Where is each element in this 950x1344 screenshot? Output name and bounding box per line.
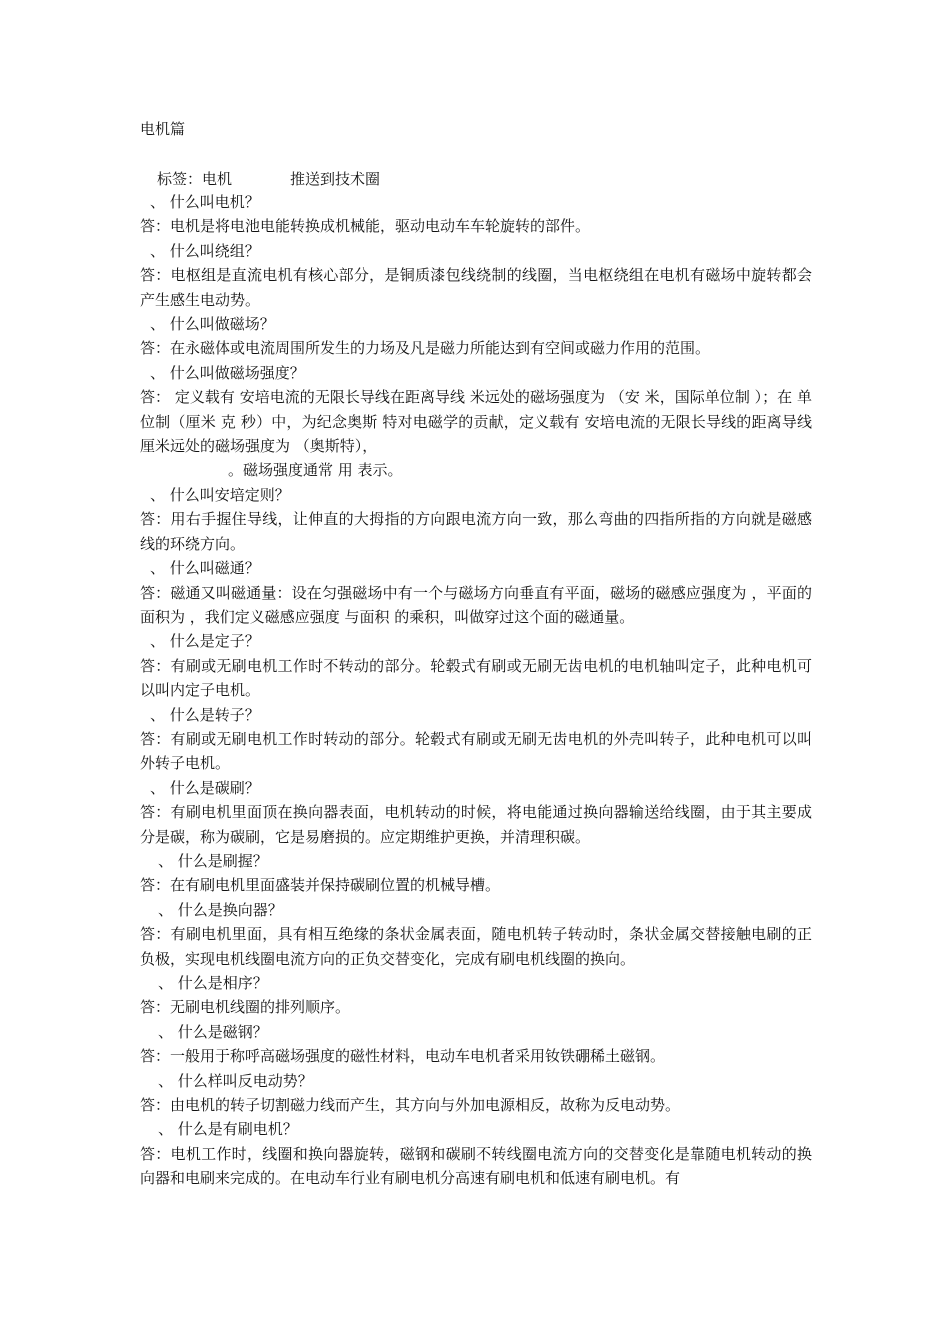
- answer: 答：有刷或无刷电机工作时转动的部分。轮毂式有刷或无刷无齿电机的外壳叫转子，此种电机可以叫外转子电机。: [140, 729, 812, 773]
- answer: 答：有刷电机里面顶在换向器表面，电机转动的时候，将电能通过换向器输送给线圈，由于其主要成分是碳，称为碳刷，它是易磨损的。应定期维护更换，并清理积碳。: [140, 803, 812, 846]
- answer: 答：电机是将电池电能转换成机械能，驱动电动车车轮旋转的部件。: [140, 217, 591, 236]
- tags-label: 标签：电机: [157, 170, 233, 188]
- answer: 答：磁通又叫磁通量：设在匀强磁场中有一个与磁场方向垂直有平面，磁场的磁感应强度为 ，平面的面积为 ，我们定义磁感应强度 与面积 的乘积，叫做穿过这个面的磁通量。: [140, 583, 812, 626]
- answer: 答：无刷电机线圈的排列顺序。: [140, 998, 351, 1017]
- answer: 答：电枢组是直流电机有核心部分，是铜质漆包线绕制的线圈，当电枢绕组在电机有磁场中旋转都会产生感生电动势。: [140, 266, 812, 309]
- tags-line: [157, 167, 380, 191]
- answer: 答：用右手握住导线，让伸直的大拇指的方向跟电流方向一致，那么弯曲的四指所指的方向就是磁感线的环绕方向。: [140, 510, 812, 553]
- question: 、 什么是转子？: [150, 705, 260, 724]
- page-title: 电机篇: [140, 120, 186, 138]
- answer: 答：一般用于称呼高磁场强度的磁性材料，电动车电机者采用钕铁硼稀土磁钢。: [140, 1047, 666, 1066]
- answer: 答：电机工作时，线圈和换向器旋转，磁钢和碳刷不转线圈电流方向的交替变化是靠随电机转动的换向器和电刷来完成的。在电动车行业有刷电机分高速有刷电机和低速有刷电机。有: [140, 1144, 812, 1188]
- question: 、 什么是换向器？: [158, 900, 283, 919]
- question: 、 什么样叫反电动势？: [158, 1071, 313, 1090]
- question: 、 什么叫磁通？: [150, 559, 260, 578]
- question: 、 什么叫电机？: [150, 193, 260, 211]
- question: 、 什么叫绕组？: [150, 241, 260, 260]
- question: 、 什么是定子？: [150, 632, 260, 651]
- question: 、 什么叫安培定则？: [150, 485, 290, 504]
- question: 、 什么叫做磁场强度？: [150, 363, 305, 382]
- question: 、 什么是磁钢？: [158, 1022, 268, 1041]
- answer: [140, 385, 812, 483]
- qa-content: [140, 190, 812, 1191]
- answer-tail: 。磁场强度通常 用 表示。: [228, 461, 403, 480]
- question: 、 什么是有刷电机？: [158, 1120, 298, 1139]
- question: 、 什么是刷握？: [158, 851, 268, 870]
- answer: 答：在有刷电机里面盛装并保持碳刷位置的机械导槽。: [140, 876, 501, 895]
- question: 、 什么是碳刷？: [150, 778, 260, 797]
- question: 、 什么是相序？: [158, 974, 268, 992]
- answer: 答：在永磁体或电流周围所发生的力场及凡是磁力所能达到有空间或磁力作用的范围。: [140, 339, 711, 358]
- push-to-tech-circle-link[interactable]: 推送到技术圈: [290, 170, 381, 188]
- question: 、 什么叫做磁场？: [150, 315, 275, 334]
- answer-text: 答： 定义载有 安培电流的无限长导线在距离导线 米远处的磁场强度为 （安 米，国际单位制 ）；在 单位制（厘米 克 秒）中，为纪念奥斯 特对电磁学的贡献，定义载有 安培电流的无限长导线的距离导线 厘米远处的磁场强度为 （奥斯特），: [140, 388, 812, 456]
- answer: 答：由电机的转子切割磁力线而产生，其方向与外加电源相反，故称为反电动势。: [140, 1096, 681, 1115]
- answer: 答：有刷电机里面，具有相互绝缘的条状金属表面，随电机转子转动时，条状金属交替接触电刷的正负极，实现电机线圈电流方向的正负交替变化，完成有刷电机线圈的换向。: [140, 925, 812, 968]
- answer: 答：有刷或无刷电机工作时不转动的部分。轮毂式有刷或无刷无齿电机的电机轴叫定子，此种电机可以叫内定子电机。: [140, 656, 812, 700]
